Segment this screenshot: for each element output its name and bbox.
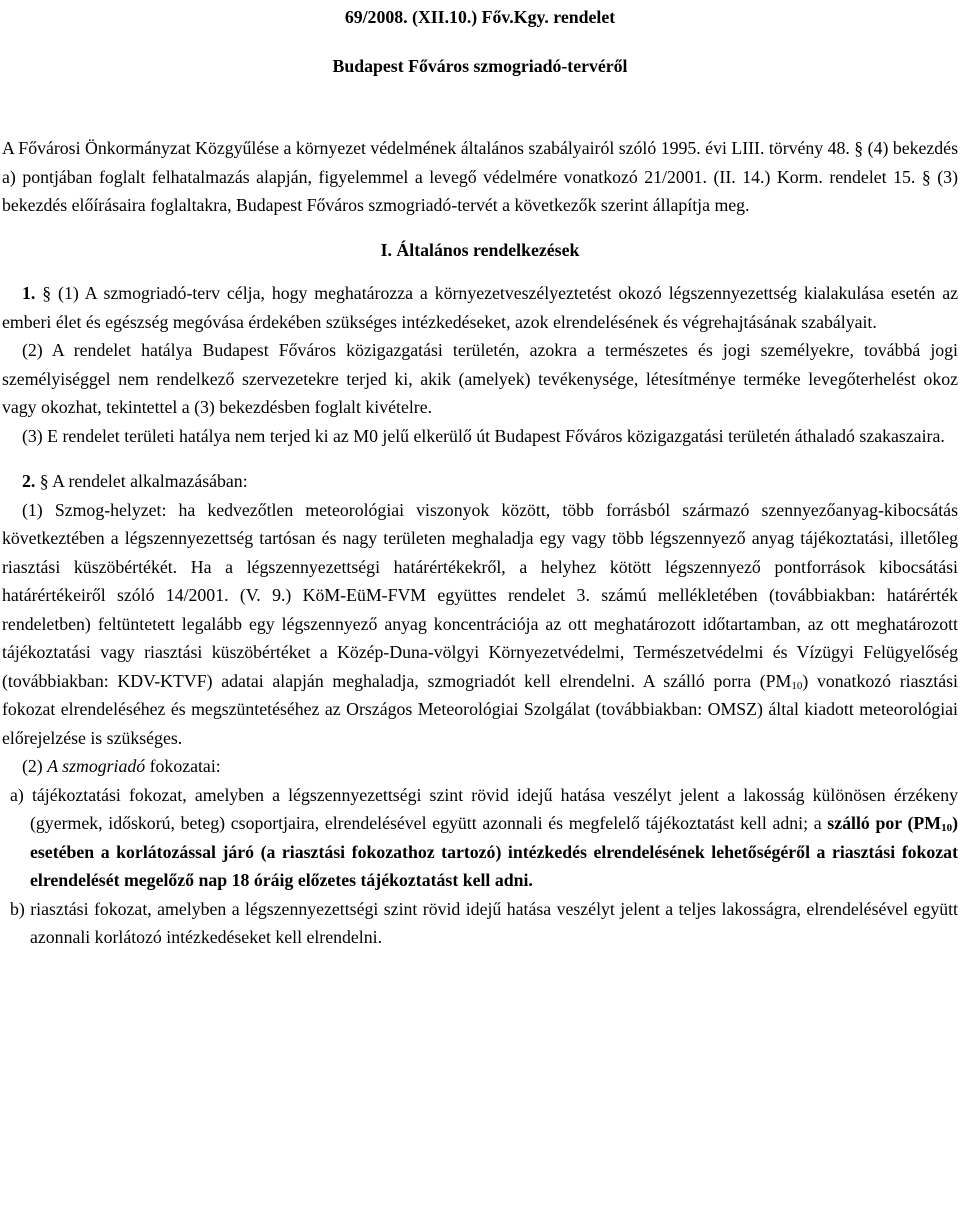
paragraph-number: (2) xyxy=(22,756,48,776)
document-subtitle: Budapest Főváros szmogriadó-tervéről xyxy=(332,56,628,76)
section-number: 1. xyxy=(22,283,36,303)
list-item-b-text: riasztási fokozat, amelyben a légszennyezettségi szint rövid idejű hatása veszélyt jelent a teljes lakosságra, elrendelésével együtt azonnali korlátozó intézkedéseket kell elrendelni. xyxy=(30,898,958,947)
section-2-lead xyxy=(2,467,958,496)
preamble: A Fővárosi Önkormányzat Közgyűlése a környezet védelmének általános szabályairól szóló 1995. évi LIII. törvény 48. § (4) bekezdés a) pontjában foglalt felhatalmazás alapján, figyelemmel a levegő védelmére vonatkozó 21/2001. (II. 14.) Korm. rendelet 15. § (3) bekezdés előírásaira foglaltakra, Budapest Főváros szmogriadó-tervét a következők szerint állapítja meg. xyxy=(2,138,958,215)
section-2-text-1b: ) vonatkozó riasztási fokozat elrendeléséhez és megszüntetéséhez az Országos Meteorológiai Szolgálat (továbbiakban: OMSZ) által kiadott meteorológiai előrejelzése is szükséges. xyxy=(2,670,958,748)
list-item-b xyxy=(2,895,958,952)
section-number: 2. xyxy=(22,471,36,491)
section-1-paragraph-2: (2) A rendelet hatálya Budapest Főváros közigazgatási területén, azokra a természetes és jogi személyekre, továbbá jogi személyiséggel nem rendelkező szervezetekre terjed ki, akik (amelyek) tevékenysége, létesítménye terméke levegőterhelést okoz vagy okozhat, tekintettel a (3) bekezdésben foglalt kivételre. xyxy=(2,340,958,417)
section-2-text-1a: (1) Szmog-helyzet: ha kedvezőtlen meteorológiai viszonyok között, több forrásból származó szennyezőanyag-kibocsátás következtében a légszennyezettség tartósan és nagy területen meghaladja egy vagy több légszennyező anyag tájékoztatási, illetőleg riasztási küszöbértékét. Ha a légszennyezettségi határértékekről, a helyhez kötött légszennyező pontforrások kibocsátási határértékeiről szóló 14/2001. (V. 9.) KöM-EüM-FVM együttes rendelet 3. számú mellékletében (továbbiakban: határérték rendeletben) feltüntetett legalább egy légszennyező anyag koncentrációja az ott meghatározott időtartamban, az ott meghatározott tájékoztatási vagy riasztási küszöbértéket a Közép-Duna-völgyi Környezetvédelmi, Természetvédelmi és Vízügyi Felügyelőség (továbbiakban: KDV-KTVF) adatai alapján meghaladja, szmogriadót kell elrendelni. A szálló porra (PM xyxy=(2,499,958,691)
section-2-paragraph-2 xyxy=(2,752,958,781)
list-item-a-text: tájékoztatási fokozat, amelyben a légszennyezettségi szint rövid idejű hatása veszélyt jelent a lakosság különösen érzékeny (gyermek, időskorú, beteg) csoportjaira, elrendelésével együtt azonnali és megfelelő tájékoztatást kell adni; a xyxy=(30,784,958,833)
section-2-paragraph-1 xyxy=(2,496,958,753)
chapter-heading: I. Általános rendelkezések xyxy=(380,239,580,260)
subscript: 10 xyxy=(941,822,953,834)
section-1-paragraph-1 xyxy=(2,279,958,336)
italic-term: A szmogriadó xyxy=(47,756,146,776)
list-label: b) xyxy=(10,898,31,919)
list-item-a-bold-2: ) esetében a korlátozással járó (a riasztási fokozathoz tartozó) intézkedés elrendelésének lehetőségéről a riasztási fokozat elrendelését megelőző nap 18 óráig előzetes tájékoztatást kell adni. xyxy=(30,813,958,890)
section-1-paragraph-3: (3) E rendelet területi hatálya nem terjed ki az M0 jelű elkerülő út Budapest Főváros közigazgatási területén áthaladó szakaszaira. xyxy=(22,425,945,446)
list-item-a-bold-1: szálló por (PM xyxy=(827,813,942,833)
section-2-lead-text: § A rendelet alkalmazásában: xyxy=(35,471,248,491)
paragraph-tail: fokozatai: xyxy=(145,756,221,776)
list-item-a xyxy=(2,781,958,895)
document-title: 69/2008. (XII.10.) Főv.Kgy. rendelet xyxy=(344,7,616,27)
section-1-text-1: § (1) A szmogriadó-terv célja, hogy meghatározza a környezetveszélyeztetést okozó légszennyezettség kialakulása esetén az emberi élet és egészség megóvása érdekében szükséges intézkedéseket, azok elrendelésének és végrehajtásának szabályait. xyxy=(2,283,958,332)
subscript: 10 xyxy=(791,679,803,692)
list-label: a) xyxy=(10,784,32,805)
